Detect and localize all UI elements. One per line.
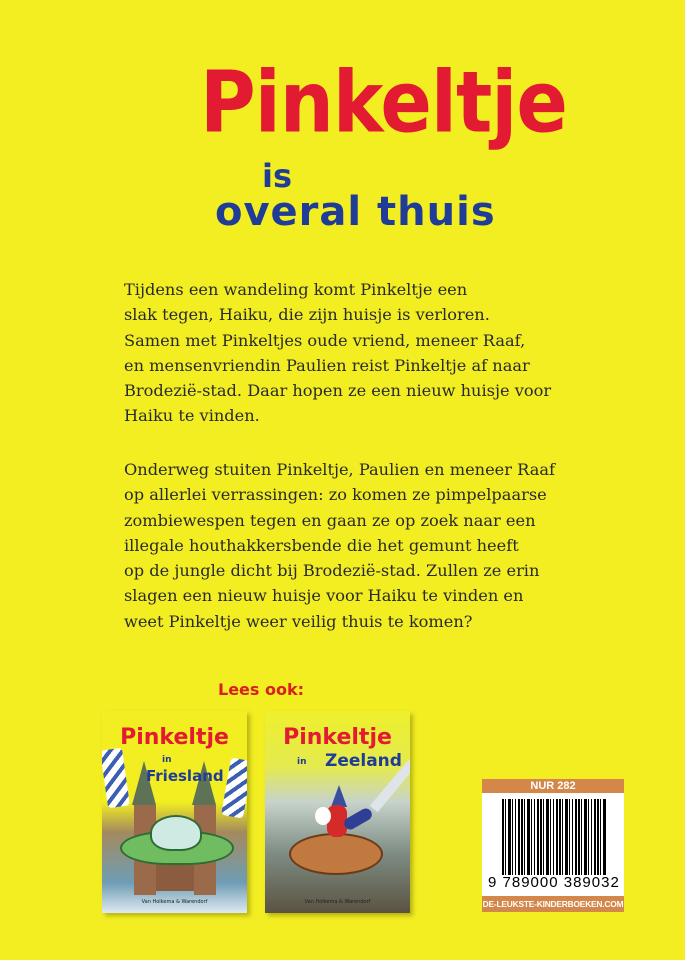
blurb-line: op allerlei verrassingen: zo komen ze pimpelpaarse: [124, 485, 547, 505]
gnome-beard-icon: [315, 807, 331, 825]
book-publisher: Van Holkema & Warendorf: [141, 899, 208, 905]
book-title: Pinkeltje: [283, 725, 392, 750]
cover-subtitle: overal thuis: [215, 189, 496, 235]
crab-icon: [289, 833, 383, 875]
blurb-line: Onderweg stuiten Pinkeltje, Paulien en meneer Raaf: [124, 460, 555, 479]
gnome-hat-icon: [331, 785, 347, 807]
cockpit-icon: [150, 815, 202, 851]
blurb-line: Brodezië-stad. Daar hopen ze een nieuw huisje voor: [124, 381, 552, 401]
blurb-line: en mensenvriendin Paulien reist Pinkeltje af naar: [124, 355, 530, 375]
also-read-label: Lees ook:: [218, 680, 305, 699]
book-place: Zeeland: [325, 751, 402, 771]
barcode-box: [482, 779, 624, 912]
book-cover-zeeland: [265, 711, 410, 913]
cover-title: Pinkeltje: [200, 52, 567, 152]
gnome-legs-icon: [342, 806, 374, 831]
blurb-line: Haiku te vinden.: [124, 406, 260, 426]
blurb-line: slak tegen, Haiku, die zijn huisje is verloren.: [124, 305, 490, 325]
blurb-line: weet Pinkeltje weer veilig thuis te komen?: [124, 611, 473, 631]
blurb-paragraph-2: [124, 457, 564, 634]
book-title-in: in: [162, 755, 172, 765]
blurb-line: illegale houthakkersbende die het gemunt heeft: [124, 535, 519, 555]
book-title-in: in: [297, 757, 307, 767]
book-title: Pinkeltje: [120, 725, 229, 750]
book-place: Friesland: [146, 767, 224, 785]
blurb-line: Tijdens een wandeling komt Pinkeltje een: [124, 280, 468, 299]
blurb-paragraph-1: [124, 277, 564, 429]
blurb-line: Samen met Pinkeltjes oude vriend, meneer Raaf,: [124, 330, 526, 350]
nur-code: NUR 282: [482, 779, 624, 793]
book-publisher: Van Holkema & Warendorf: [304, 899, 371, 905]
frisian-flag-icon: [221, 758, 247, 819]
blurb-line: zombiewespen tegen en gaan ze op zoek naar een: [124, 510, 536, 530]
book-cover-friesland: [102, 711, 247, 913]
blurb-line: op de jungle dicht bij Brodezië-stad. Zullen ze erin: [124, 561, 540, 581]
website-label: DE-LEUKSTE-KINDERBOEKEN.COM: [482, 896, 624, 912]
isbn-number: 9 789000 389032: [486, 875, 622, 890]
cover-subtitle-is: is: [262, 157, 293, 195]
blurb-line: slagen een nieuw huisje voor Haiku te vinden en: [124, 586, 524, 606]
frisian-flag-icon: [102, 748, 130, 808]
